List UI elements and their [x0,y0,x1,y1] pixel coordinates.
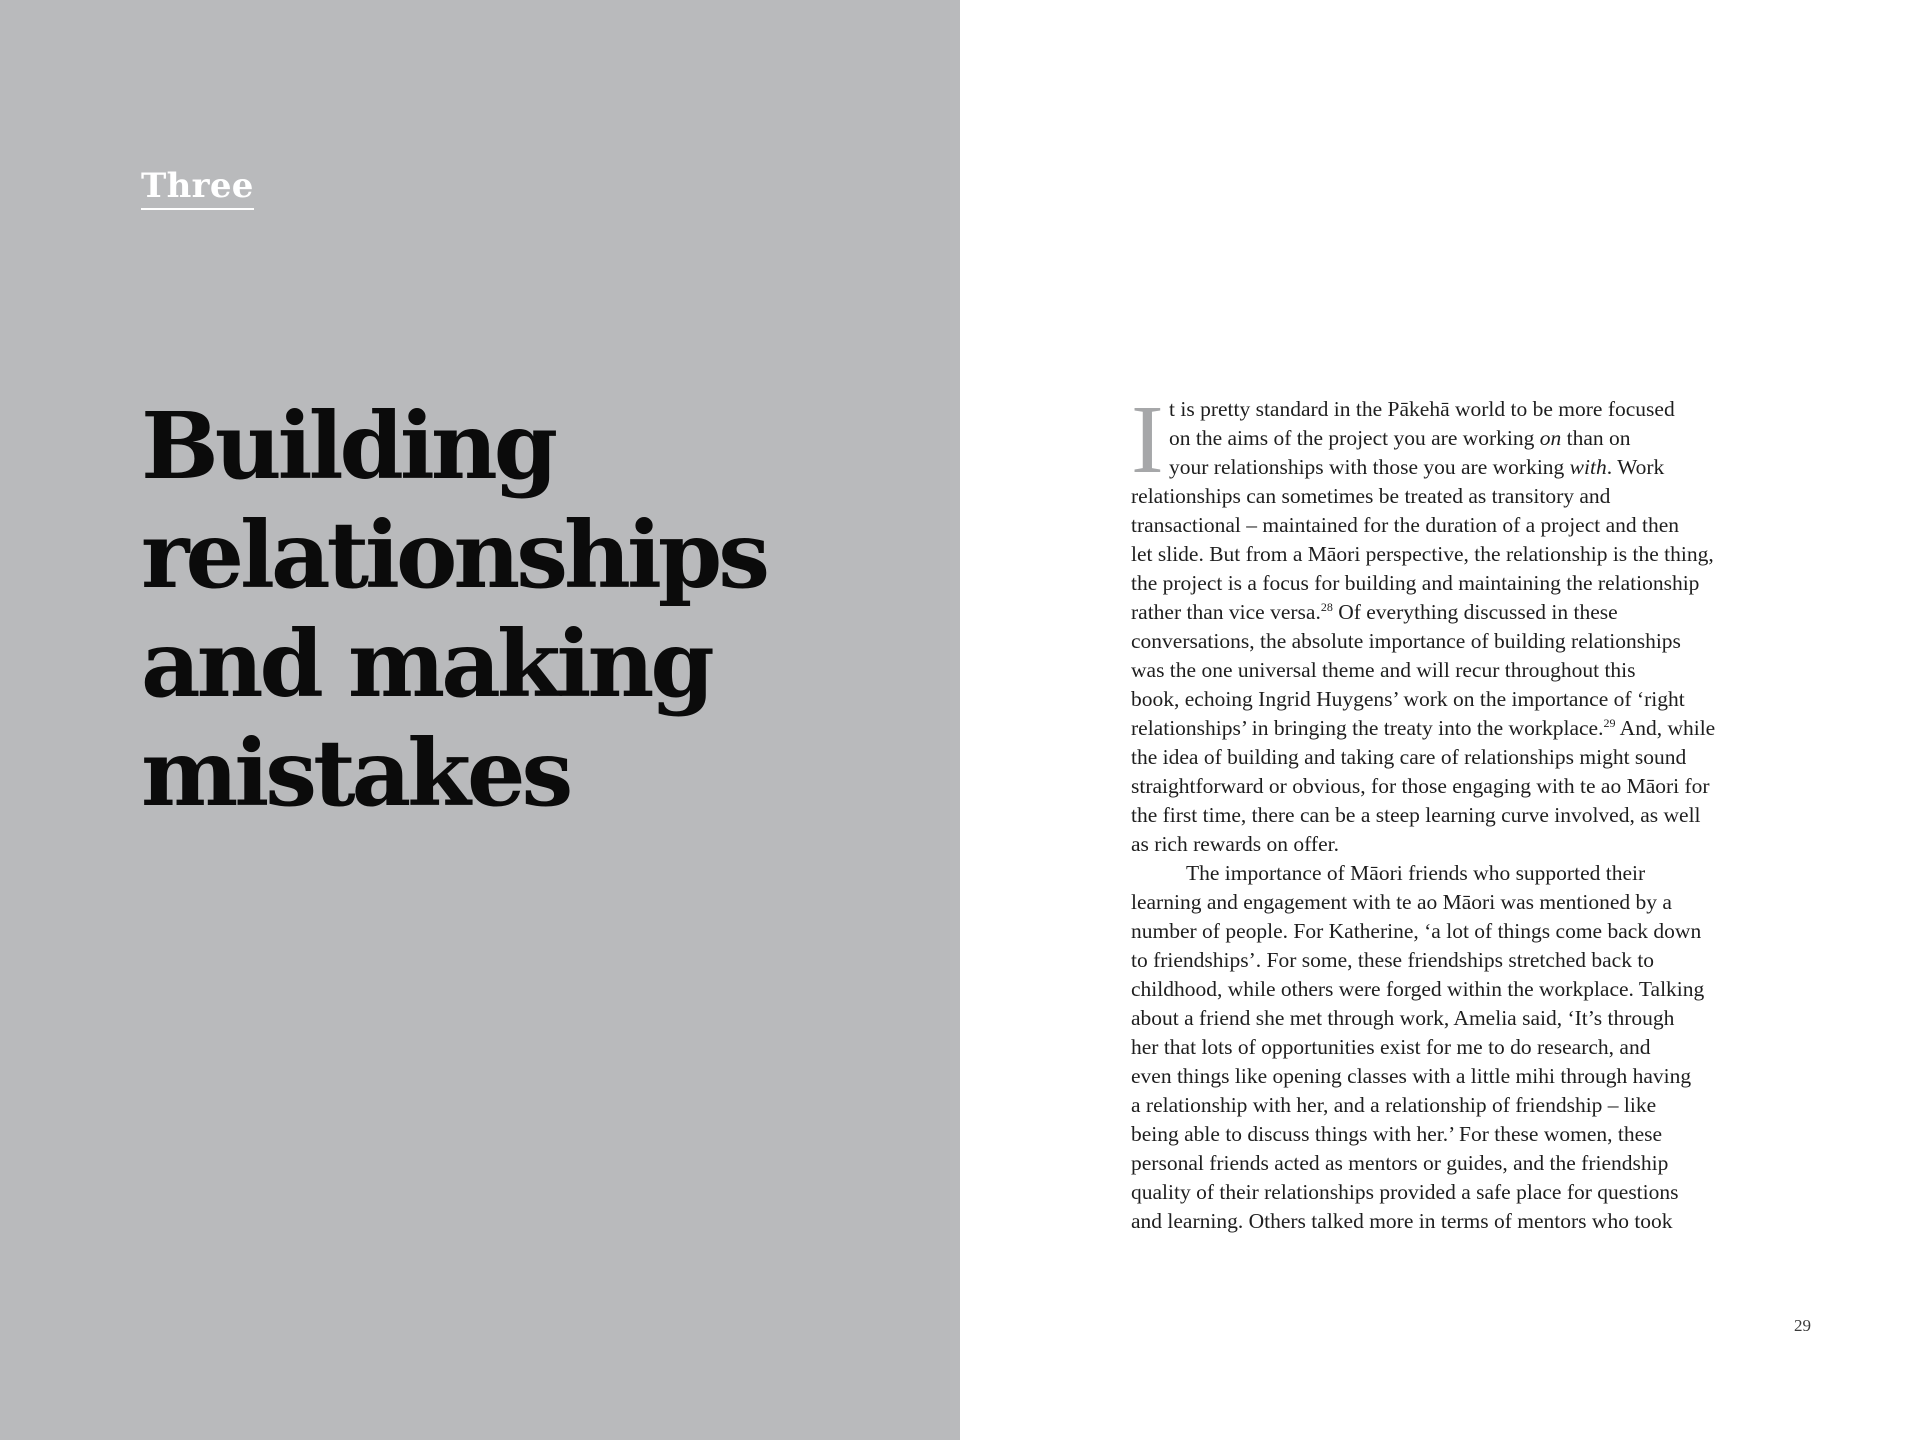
text-line: book, echoing Ingrid Huygens’ work on the importance of ‘right [1131,687,1685,711]
text-line: even things like opening classes with a little mihi through having [1131,1064,1692,1088]
emphasis: with [1569,455,1607,479]
text-line: the idea of building and taking care of relationships might sound [1131,745,1687,769]
text-line: being able to discuss things with her.’ For these women, these [1131,1122,1663,1146]
text-line: conversations, the absolute importance of building relationships [1131,629,1681,653]
drop-cap: I [1131,386,1164,494]
text-line: to friendships’. For some, these friendships stretched back to [1131,948,1655,972]
chapter-label: Three [141,166,254,210]
text-line: t is pretty standard in the Pākehā world to be more focused [1169,397,1675,421]
text-line: number of people. For Katherine, ‘a lot of things come back down [1131,919,1702,943]
chapter-title-line: mistakes [141,719,570,827]
text-line: personal friends acted as mentors or guides, and the friendship [1131,1151,1669,1175]
text-line: your relationships with those you are working with. Work [1169,455,1665,479]
text-line: a relationship with her, and a relationship of friendship – like [1131,1093,1657,1117]
text-line: her that lots of opportunities exist for me to do research, and [1131,1035,1651,1059]
text-line: straightforward or obvious, for those engaging with te ao Māori for [1131,774,1710,798]
text-line: transactional – maintained for the duration of a project and then [1131,513,1680,537]
text-line: about a friend she met through work, Amelia said, ‘It’s through [1131,1006,1675,1030]
text-line: childhood, while others were forged within the workplace. Talking [1131,977,1705,1001]
text-line: relationships’ in bringing the treaty into the workplace.$^{29}$ And, while [1131,715,1716,740]
text-line: and learning. Others talked more in terms of mentors who took [1131,1209,1673,1233]
text-line: The importance of Māori friends who supported their [1186,861,1646,885]
text-line: relationships can sometimes be treated as transitory and [1131,484,1611,508]
chapter-title-line: Building [141,392,555,500]
chapter-title-line: relationships [141,501,767,609]
footnote-ref: 29 [1603,715,1616,730]
text-line: let slide. But from a Māori perspective, the relationship is the thing, [1131,542,1714,566]
chapter-title-line: and making [141,610,711,718]
footnote-ref: 28 [1320,599,1333,614]
text-line: on the aims of the project you are working on than on [1169,426,1631,450]
text-line: rather than vice versa.$^{28}$ Of everything discussed in these [1131,599,1618,624]
text-line: quality of their relationships provided a safe place for questions [1131,1180,1679,1204]
text-line: the project is a focus for building and maintaining the relationship [1131,571,1700,595]
text-line: learning and engagement with te ao Māori was mentioned by a [1131,890,1672,914]
text-line: as rich rewards on offer. [1131,832,1339,856]
text-line: the first time, there can be a steep learning curve involved, as well [1131,803,1701,827]
page-number: 29 [1794,1316,1811,1335]
emphasis: on [1539,426,1562,450]
right-page [960,0,1920,1440]
chapter-title [141,392,941,828]
body-text [1131,386,1811,1236]
text-line: was the one universal theme and will recur throughout this [1131,658,1636,682]
